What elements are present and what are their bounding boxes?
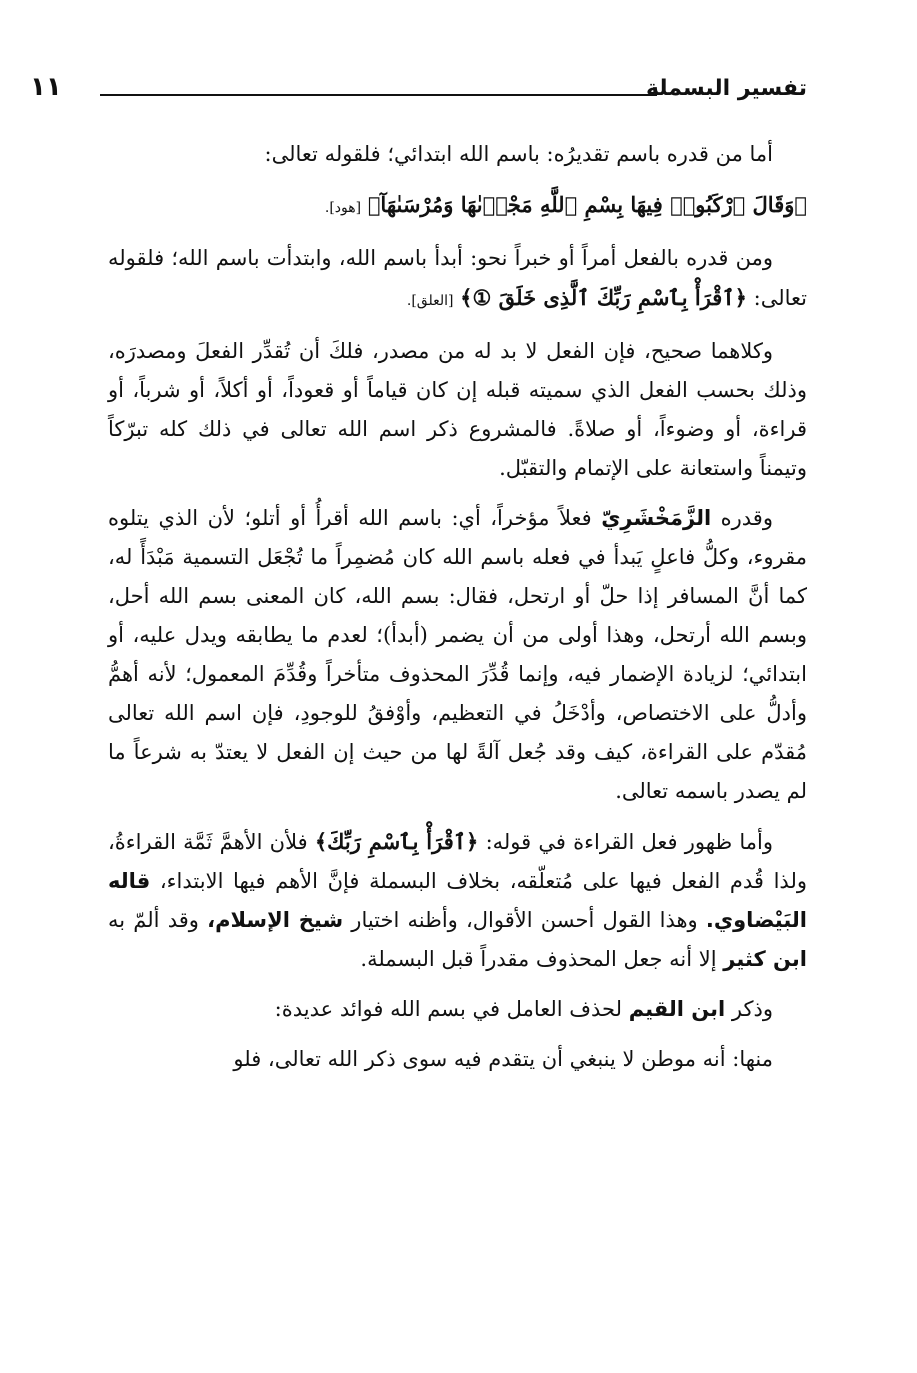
- paragraph-1: [108, 135, 807, 174]
- paragraph-text: لحذف العامل في بسم الله فوائد عديدة:: [274, 997, 623, 1021]
- scholar-name: ابن القيم: [628, 997, 726, 1021]
- paragraph-text: وذكر: [731, 997, 773, 1021]
- paragraph-text: وقدره: [720, 506, 773, 530]
- quran-text: ﴿ٱقْرَأْ بِٱسْمِ رَبِّكَ ٱلَّذِى خَلَقَ ①﴾: [460, 285, 747, 310]
- quran-text: ﴿ٱقْرَأْ بِٱسْمِ رَبِّكَ﴾: [314, 829, 479, 854]
- paragraph-text: فلأن الأهمَّ ثَمَّة القراءةُ، ولذا قُدم الفعل فيها على مُتعلّقه، بخلاف البسملة فإنَّ الأهم فيها الابتداء،: [108, 830, 807, 893]
- scholar-name: شيخ الإسلام،: [207, 908, 344, 932]
- paragraph-5: [108, 822, 807, 979]
- paragraph-text: وكلاهما صحيح، فإن الفعل لا بد له من مصدر، فلكَ أن تُقدِّر الفعلَ ومصدرَه، وذلك بحسب الفعل الذي سميته قبله إن كان قياماً أو قعوداً، أو أكلاً، أو شرباً، أو قراءة، أو وضوءاً، أو صلاةً. فالمشروع ذكر اسم الله تعالى في ذلك كله تبرّكاً وتيمناً واستعانة على الإتمام والتقبّل.: [108, 339, 807, 480]
- paragraph-text: منها: أنه موطن لا ينبغي أن يتقدم فيه سوى ذكر الله تعالى، فلو: [233, 1047, 773, 1071]
- paragraph-text: أما من قدره باسم تقديرُه: باسم الله ابتدائي؛ فلقوله تعالى:: [264, 142, 773, 166]
- paragraph-text: فعلاً مؤخراً، أي: باسم الله أقرأُ أو أتلو؛ لأن الذي يتلوه مقروء، وكلُّ فاعلٍ يَبدأ في فعله باسم الله كان مُضمِراً ما تُجْعَل التسمية مَبْدَأً له، كما أنَّ المسافر إذا حلّ أو ارتحل، فقال: بسم الله، كان المعنى بسم الله أحل، وبسم الله أرتحل، وهذا أولى من أن يضمر (أبدأ)؛ لعدم ما يطابقه ويدل عليه، أو ابتدائي؛ لزيادة الإضمار فيه، وإنما قُدِّرَ المحذوف متأخراً وقُدِّمَ المعمول؛ لأنه أهمُّ وأدلُّ على الاختصاص، وأدْخَلُ في التعظيم، وأوْفقُ للوجودِ، فإن اسم الله تعالى مُقدّم على القراءة، كيف وقد جُعل آلةً لها من حيث إن الفعل لا يعتدّ به شرعاً ما لم يصدر باسمه تعالى.: [108, 506, 807, 803]
- paragraph-6: [108, 990, 807, 1029]
- quran-verse-hud: [108, 185, 807, 228]
- paragraph-text: وقد ألمّ به: [108, 908, 199, 932]
- paragraph-4: [108, 499, 807, 811]
- paragraph-text: ومن قدره بالفعل أمراً أو خبراً نحو: أبدأ باسم الله، وابتدأت باسم الله؛ فلقوله تعالى:: [108, 246, 807, 310]
- body-text: [108, 135, 807, 1090]
- page-number: ١١: [30, 72, 62, 102]
- quran-text: ﴿وَقَالَ ٱرْكَبُوا۟ فِيهَا بِسْمِ ٱللَّهِ مَجْر۪ىٰهَا وَمُرْسَىٰهَآ﴾: [367, 192, 807, 217]
- header-rule: [100, 94, 657, 96]
- scholar-name: الزَّمَخْشَرِيّ: [601, 506, 712, 530]
- paragraph-3: [108, 332, 807, 488]
- scholar-name: قاله البَيْضاوي.: [108, 869, 807, 932]
- paragraph-text: وهذا القول أحسن الأقوال، وأظنه اختيار: [351, 908, 698, 932]
- scholar-name: ابن كثير: [723, 947, 807, 971]
- running-title: تفسير البسملة: [645, 76, 807, 101]
- paragraph-text: إلا أنه جعل المحذوف مقدراً قبل البسملة.: [360, 947, 717, 971]
- surah-reference: [هود].: [324, 200, 362, 216]
- paragraph-7: [108, 1040, 807, 1079]
- paragraph-2: [108, 239, 807, 321]
- running-header: [30, 70, 807, 110]
- paragraph-text: وأما ظهور فعل القراءة في قوله:: [485, 830, 773, 854]
- surah-reference: [العلق].: [406, 293, 454, 309]
